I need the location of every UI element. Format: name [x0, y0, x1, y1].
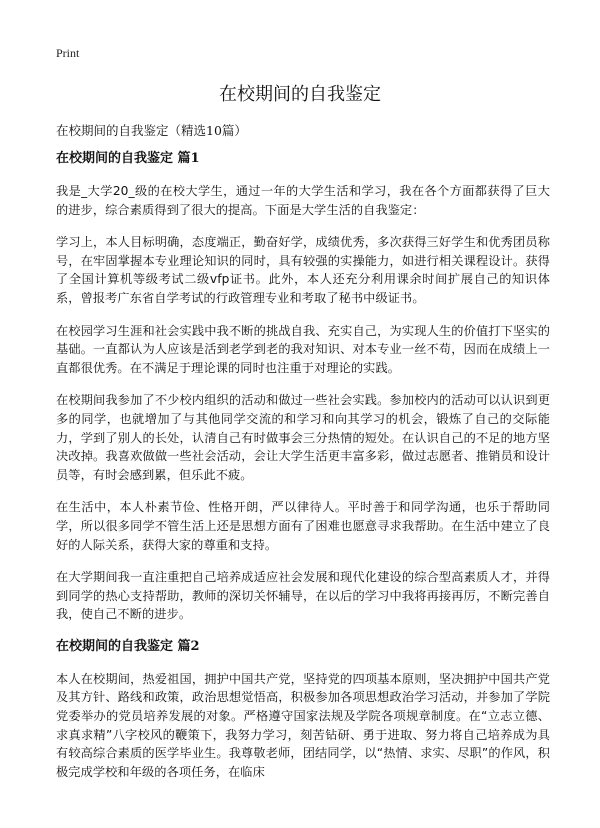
print-label: Print: [56, 46, 80, 60]
paragraph: 我是_大学20_级的在校大学生，通过一年的大学生活和学习，我在各个方面都获得了巨大的进步，综合素质得到了很大的提高。下面是大学生活的自我鉴定：: [56, 184, 550, 217]
paragraph: 在校园学习生涯和社会实践中我不断的挑战自我、充实自己，为实现人生的价值打下坚实的基础。一直都认为人应该是活到老学到老的我对知识、对本专业一丝不苟，因而在成绩上一直都很优秀。在不满足于理论课的同时也注重于对理论的实践。: [56, 323, 550, 375]
paragraph: 本人在校期间，热爱祖国，拥护中国共产党，坚持党的四项基本原则，坚决拥护中国共产党及其方针、路线和政策，政治思想觉悟高，积极参加各项思想政治学习活动，并参加了学院党委举办的党员培养发展的对象。严格遵守国家法规及学院各项规章制度。在“立志立德、求真求精”八字校风的鞭策下，我努力学习，刻苦钻研、勇于进取、努力将自己培养成为具有较高综合素质的医学毕业生。我尊敬老师，团结同学，以“热情、求实、尽职”的作风，积极完成学校和年级的各项任务，在临床: [56, 671, 550, 779]
paragraph: 在校期间我参加了不少校内组织的活动和做过一些社会实践。参加校内的活动可以认识到更多的同学，也就增加了与其他同学交流的和学习和向其学习的机会，锻炼了自己的交际能力，学到了别人的长处，认清自己有时做事会三分热情的短处。在认识自己的不足的地方坚决改掉。我喜欢做做一些社会活动，会让大学生活更丰富多彩，做过志愿者、推销员和设计员等，有时会感到累，但乐此不疲。: [56, 393, 550, 482]
section-heading: 在校期间的自我鉴定 篇1: [56, 151, 200, 166]
paragraph: 在生活中，本人朴素节俭、性格开朗，严以律待人。平时善于和同学沟通，也乐于帮助同学，所以很多同学不管生活上还是思想方面有了困难也愿意寻求我帮助。在生活中建立了良好的人际关系，获得大家的尊重和支持。: [56, 500, 550, 552]
paragraph: 学习上，本人目标明确，态度端正，勤奋好学，成绩优秀，多次获得三好学生和优秀团员称号，在牢固掌握本专业理论知识的同时，具有较强的实操能力，如进行相关课程设计。获得了全国计算机等级考试二级vfp证书。此外，本人还充分利用课余时间扩展自己的知识体系，曾报考广东省自学考试的行政管理专业和考取了秘书中级证书。: [56, 235, 550, 305]
document-subtitle: 在校期间的自我鉴定（精选10篇）: [56, 123, 247, 138]
document-body: [56, 150, 550, 795]
paragraph: 在大学期间我一直注重把自己培养成适应社会发展和现代化建设的综合型高素质人才，并得到同学的热心支持帮助，教师的深切关怀辅导，在以后的学习中我将再接再厉，不断完善自我，使自己不断的进步。: [56, 570, 550, 622]
section-heading: 在校期间的自我鉴定 篇2: [56, 638, 200, 654]
section-2: [56, 638, 550, 782]
section-1: [56, 150, 550, 624]
document-title: 在校期间的自我鉴定: [219, 84, 381, 105]
